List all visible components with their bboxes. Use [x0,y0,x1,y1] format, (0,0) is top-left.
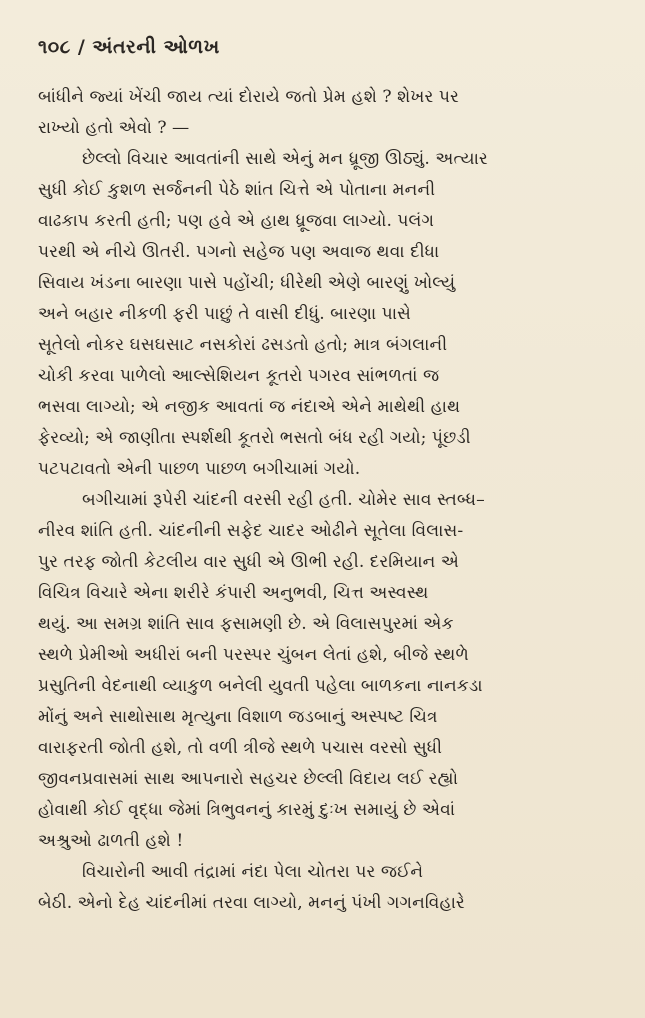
paragraph [38,857,607,919]
text-line: સ્થળે પ્રેમીઓ અધીરાં બની પરસ્પર ચુંબન લેતાં હશે, બીજે સ્થળે [38,645,469,665]
body-text [38,82,607,919]
text-line: નીરવ શાંતિ હતી. ચાંદનીની સફેદ ચાદર ઓઢીને સૂતેલા વિલાસ- [38,521,464,541]
text-line: સિવાય ખંડના બારણા પાસે પહોંચી; ધીરેથી એણે બારણું ખોલ્યું [38,273,456,293]
text-line: રાખ્યો હતો એવો ? — [38,118,190,138]
text-line: વિચિત્ર વિચારે એના શરીરે કંપારી અનુભવી, ચિત્ત અસ્વસ્થ [38,583,429,603]
page-header [38,34,607,60]
text-line: વિચારોની આવી તંદ્રામાં નંદા પેલા ચોતરા પર જઈને [82,862,424,882]
text-line: હોવાથી કોઈ વૃદ્ધા જેમાં ત્રિભુવનનું કારમું દુઃખ સમાયું છે એવાં [38,800,456,820]
text-line: બાંધીને જ્યાં ખેંચી જાય ત્યાં દોરાયે જતો પ્રેમ હશે ? શેખર પર [38,87,459,107]
header-separator: / [77,36,86,58]
text-line: ફેરવ્યો; એ જાણીતા સ્પર્શથી કૂતરો ભસતો બંધ રહી ગયો; પૂંછડી [38,428,471,448]
text-line: છેલ્લો વિચાર આવતાંની સાથે એનું મન ધ્રૂજી ઊઠ્યું. અત્યાર [82,149,488,169]
chapter-title: અંતરની ઓળખ [92,36,220,58]
text-line: વારાફરતી જોતી હશે, તો વળી ત્રીજે સ્થળે પચાસ વરસો સુધી [38,738,443,758]
text-line: બગીચામાં રૂપેરી ચાંદની વરસી રહી હતી. ચોમેર સાવ સ્તબ્ધ– [82,490,485,510]
text-line: ભસવા લાગ્યો; એ નજીક આવતાં જ નંદાએ એને માથેથી હાથ [38,397,461,417]
page-number: ૧૦૮ [38,36,71,58]
text-line: વાઢકાપ કરતી હતી; પણ હવે એ હાથ ધ્રૂજવા લાગ્યો. પલંગ [38,211,435,231]
paragraph [38,144,607,485]
text-line: પરથી એ નીચે ઊતરી. પગનો સહેજ પણ અવાજ થવા દીધા [38,242,440,262]
text-line: થયું. આ સમગ્ર શાંતિ સાવ ફસામણી છે. એ વિલાસપુરમાં એક [38,614,454,634]
text-line: જીવનપ્રવાસમાં સાથ આપનારો સહચર છેલ્લી વિદાય લઈ રહ્યો [38,769,459,789]
text-line: અશ્રુઓ ઢાળતી હશે ! [38,831,184,851]
text-line: સુધી કોઈ કુશળ સર્જનની પેઠે શાંત ચિત્તે એ પોતાના મનની [38,180,436,200]
text-line: સૂતેલો નોકર ઘસઘસાટ નસકોરાં ઢસડતો હતો; માત્ર બંગલાની [38,335,448,355]
text-line: ચોકી કરવા પાળેલો આલ્સેશિયન કૂતરો પગરવ સાંભળતાં જ [38,366,440,386]
text-line: પુર તરફ જોતી કેટલીય વાર સુધી એ ઊભી રહી. દરમિયાન એ [38,552,459,572]
text-line: અને બહાર નીકળી ફરી પાછું તે વાસી દીધું. બારણા પાસે [38,304,411,324]
text-line: પ્રસુતિની વેદનાથી વ્યાકુળ બનેલી યુવતી પહેલા બાળકના નાનકડા [38,676,483,696]
text-line: મોંનું અને સાથોસાથ મૃત્યુના વિશાળ જડબાનું અસ્પષ્ટ ચિત્ર [38,707,438,727]
text-line: બેઠી. એનો દેહ ચાંદનીમાં તરવા લાગ્યો, મનનું પંખી ગગનવિહારે [38,893,465,913]
paragraph [38,82,607,144]
paragraph [38,485,607,857]
text-line: પટપટાવતો એની પાછળ પાછળ બગીચામાં ગયો. [38,459,361,479]
